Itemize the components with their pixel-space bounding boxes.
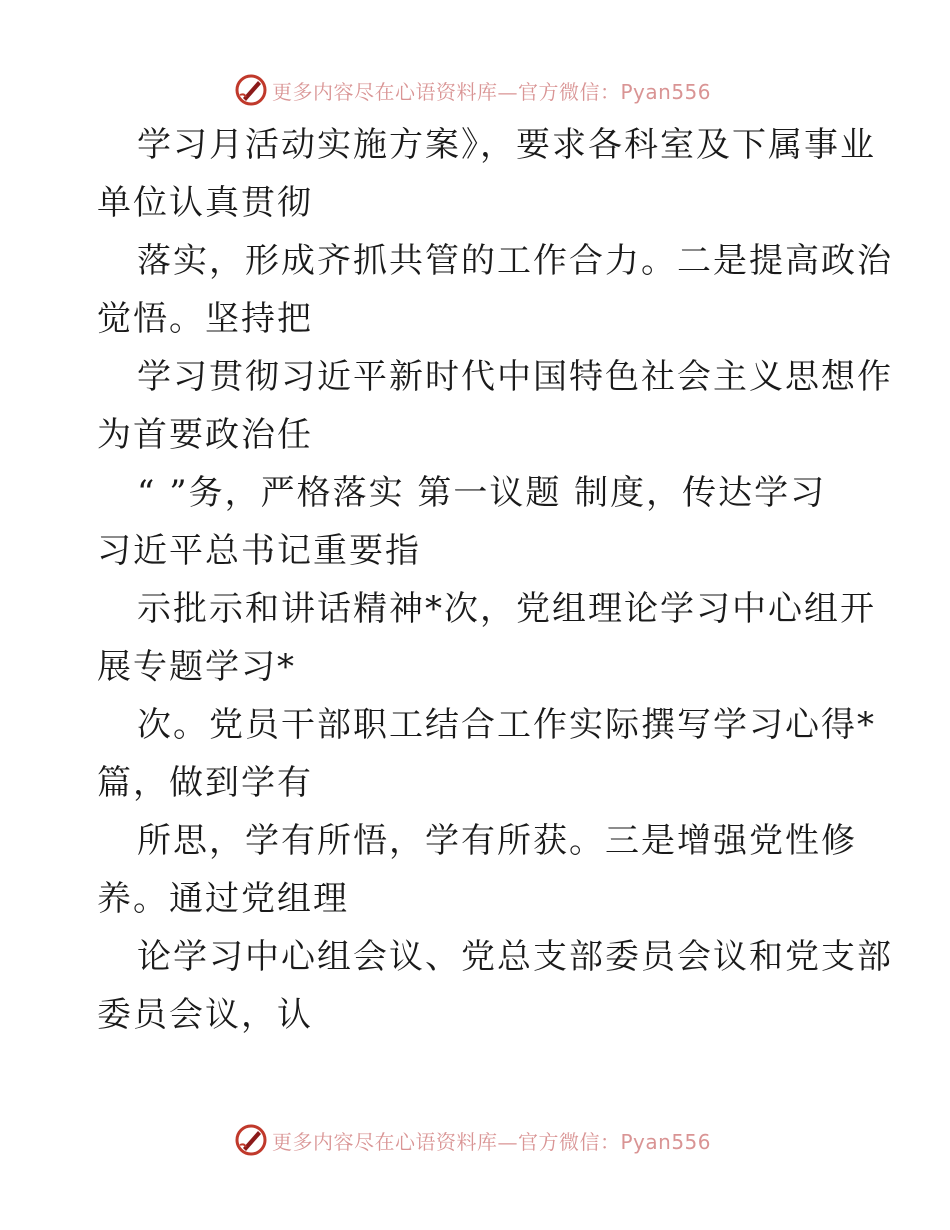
- body-line: 示批示和讲话精神*次，党组理论学习中心组开: [137, 589, 876, 629]
- body-line: 所思，学有所悟，学有所获。三是增强党性修: [137, 821, 857, 861]
- footer-watermark-text: 更多内容尽在心语资料库—官方微信：Pyan556: [272, 1129, 712, 1154]
- body-line: 觉悟。坚持把: [97, 299, 313, 339]
- pen-logo-icon: [234, 1123, 268, 1157]
- body-line: 学习月活动实施方案》，要求各科室及下属事业: [137, 125, 876, 165]
- body-line: 篇，做到学有: [97, 763, 313, 803]
- body-line: 为首要政治任: [97, 415, 313, 455]
- pen-logo-icon: [234, 73, 268, 107]
- footer-watermark-banner: [234, 1122, 711, 1158]
- body-line: 落实，形成齐抓共管的工作合力。二是提高政治: [137, 241, 893, 281]
- body-line: 单位认真贯彻: [97, 183, 313, 223]
- document-body: [97, 116, 893, 1044]
- header-watermark-banner: [234, 72, 711, 108]
- body-line: 习近平总书记重要指: [97, 531, 421, 571]
- body-line: 学习贯彻习近平新时代中国特色社会主义思想作: [137, 357, 893, 397]
- body-line: 委员会议，认: [97, 995, 313, 1035]
- body-line: 养。通过党组理: [97, 879, 349, 919]
- header-watermark-text: 更多内容尽在心语资料库—官方微信：Pyan556: [272, 79, 712, 104]
- body-line: 展专题学习*: [97, 647, 296, 687]
- body-line: 论学习中心组会议、党总支部委员会议和党支部: [137, 937, 893, 977]
- body-line: 次。党员干部职工结合工作实际撰写学习心得*: [137, 705, 876, 745]
- body-line: “ ”务，严格落实 第一议题 制度，传达学习: [137, 473, 827, 513]
